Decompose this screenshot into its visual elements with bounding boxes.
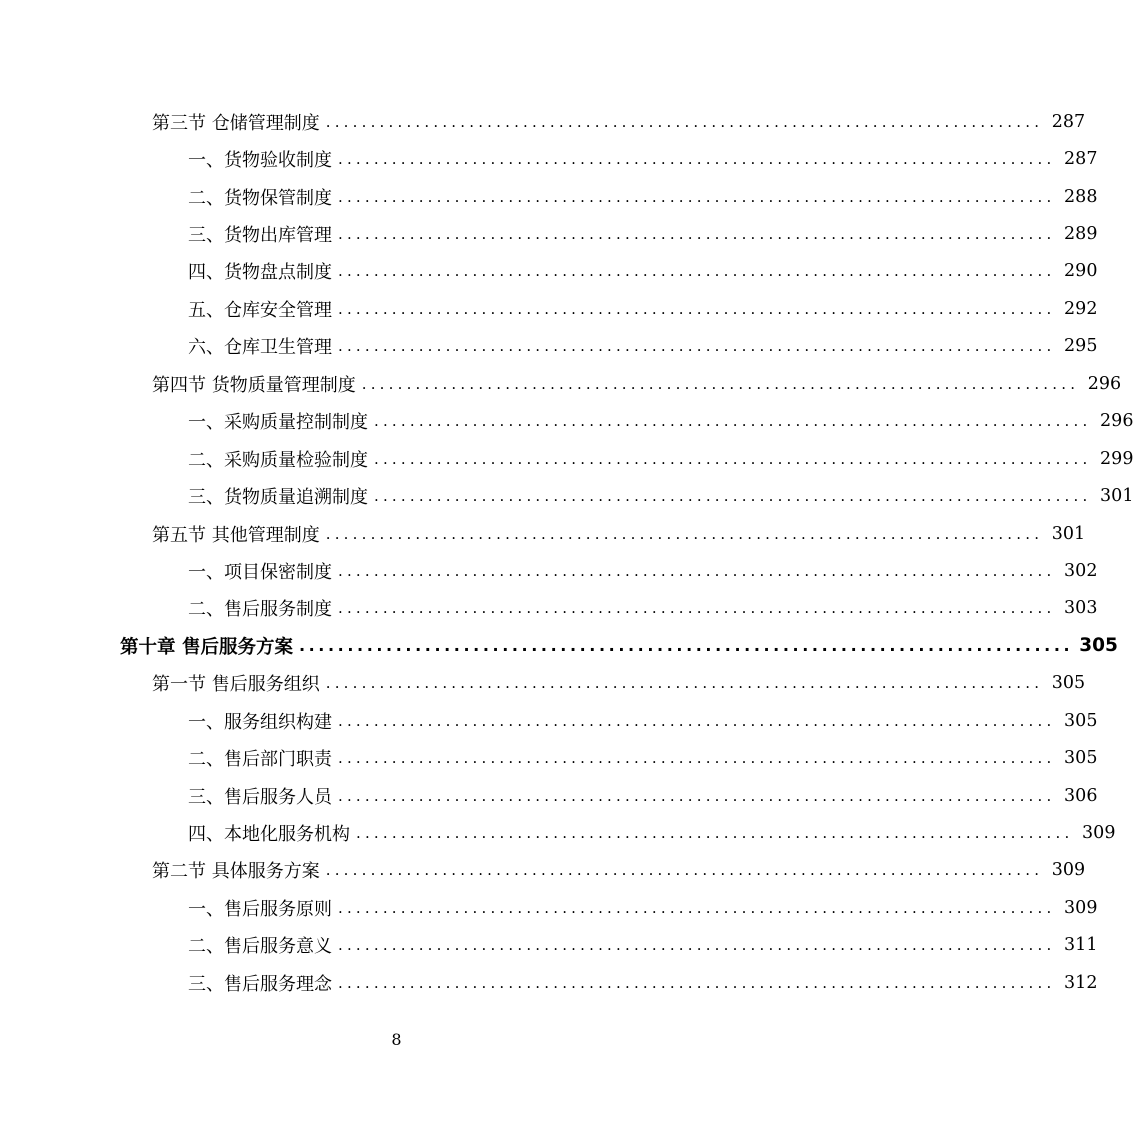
toc-section-row[interactable] <box>0 852 1086 889</box>
toc-page-number: 296 <box>1087 373 1122 394</box>
toc-page-number: 292 <box>1064 298 1098 319</box>
toc-page-number: 290 <box>1064 261 1098 282</box>
toc-dot-leader: ................................................................................ <box>338 898 1056 917</box>
toc-dot-leader: ................................................................................ <box>338 786 1056 805</box>
toc-dot-leader: ................................................................................ <box>338 262 1056 281</box>
toc-entry-title: 二、货物保管制度 <box>188 187 332 209</box>
toc-item-row[interactable] <box>0 889 1098 926</box>
toc-entry-title: 第一节 售后服务组织 <box>152 674 320 696</box>
toc-dot-leader: ................................................................................ <box>338 187 1056 206</box>
toc-page-number: 305 <box>1064 710 1098 731</box>
toc-chapter-row[interactable] <box>0 627 1118 664</box>
toc-entry-title: 三、货物质量追溯制度 <box>188 487 368 509</box>
toc-dot-leader: ................................................................................ <box>325 861 1044 880</box>
toc-item-row[interactable] <box>0 927 1098 964</box>
toc-item-row[interactable] <box>0 590 1098 627</box>
toc-page-number: 301 <box>1051 523 1086 544</box>
toc-entry-title: 一、服务组织构建 <box>188 711 332 733</box>
toc-item-row[interactable] <box>0 964 1098 1001</box>
toc-item-row[interactable] <box>0 403 1133 440</box>
toc-dot-leader: ................................................................................ <box>325 112 1044 131</box>
toc-item-row[interactable] <box>0 140 1098 177</box>
toc-page-number: 312 <box>1064 972 1098 993</box>
toc-dot-leader: ................................................................................ <box>325 524 1044 543</box>
toc-page-number: 289 <box>1064 224 1098 245</box>
toc-page-number: 305 <box>1051 673 1086 694</box>
toc-page-number: 309 <box>1051 860 1086 881</box>
toc-page-number: 309 <box>1064 897 1098 918</box>
toc-dot-leader: ................................................................................ <box>338 561 1056 580</box>
toc-dot-leader: ................................................................................ <box>338 225 1056 244</box>
toc-dot-leader: ................................................................................ <box>356 824 1074 843</box>
toc-page-number: 311 <box>1064 935 1098 956</box>
toc-entry-title: 一、货物验收制度 <box>188 150 332 172</box>
toc-page-number: 287 <box>1064 149 1098 170</box>
toc-entry-title: 第五节 其他管理制度 <box>152 524 320 546</box>
toc-page-number: 287 <box>1051 111 1086 132</box>
toc-entry-title: 第十章 售后服务方案 <box>120 636 293 658</box>
toc-item-row[interactable] <box>0 215 1098 252</box>
toc-item-row[interactable] <box>0 440 1133 477</box>
toc-dot-leader: ................................................................................ <box>338 749 1056 768</box>
toc-dot-leader: ................................................................................ <box>374 449 1092 468</box>
toc-entry-title: 一、售后服务原则 <box>188 898 332 920</box>
toc-page-number: 306 <box>1064 785 1098 806</box>
toc-page-number: 305 <box>1064 748 1098 769</box>
toc-dot-leader: ................................................................................ <box>338 337 1056 356</box>
toc-entry-title: 二、售后部门职责 <box>188 749 332 771</box>
toc-section-row[interactable] <box>0 665 1086 702</box>
toc-page-number: 309 <box>1082 823 1116 844</box>
toc-item-row[interactable] <box>0 814 1116 851</box>
toc-entry-title: 第二节 具体服务方案 <box>152 861 320 883</box>
toc-dot-leader: ................................................................................ <box>338 599 1056 618</box>
toc-item-row[interactable] <box>0 777 1098 814</box>
toc-entry-title: 一、采购质量控制制度 <box>188 412 368 434</box>
toc-item-row[interactable] <box>0 328 1098 365</box>
toc-dot-leader: ................................................................................ <box>361 374 1080 393</box>
toc-entry-title: 二、采购质量检验制度 <box>188 449 368 471</box>
toc-entry-title: 第四节 货物质量管理制度 <box>152 374 356 396</box>
toc-entry-title: 三、售后服务人员 <box>188 786 332 808</box>
table-of-contents <box>0 103 1133 1002</box>
toc-page-number: 296 <box>1100 411 1133 432</box>
toc-section-row[interactable] <box>0 515 1086 552</box>
toc-page-number: 301 <box>1100 486 1133 507</box>
toc-item-row[interactable] <box>0 477 1133 514</box>
toc-page-number: 305 <box>1079 635 1118 657</box>
toc-item-row[interactable] <box>0 178 1098 215</box>
toc-entry-title: 第三节 仓储管理制度 <box>152 112 320 134</box>
toc-dot-leader: ................................................................................ <box>338 973 1056 992</box>
toc-section-row[interactable] <box>0 365 1122 402</box>
toc-dot-leader: ................................................................................ <box>338 936 1056 955</box>
toc-dot-leader: ................................................................................ <box>338 711 1056 730</box>
toc-dot-leader: ................................................................................ <box>298 636 1074 656</box>
toc-item-row[interactable] <box>0 552 1098 589</box>
toc-item-row[interactable] <box>0 702 1098 739</box>
toc-entry-title: 一、项目保密制度 <box>188 561 332 583</box>
toc-entry-title: 四、货物盘点制度 <box>188 262 332 284</box>
toc-item-row[interactable] <box>0 739 1098 776</box>
toc-page-number: 288 <box>1064 186 1098 207</box>
toc-dot-leader: ................................................................................ <box>374 487 1092 506</box>
toc-entry-title: 二、售后服务意义 <box>188 936 332 958</box>
toc-dot-leader: ................................................................................ <box>325 674 1044 693</box>
toc-item-row[interactable] <box>0 290 1098 327</box>
toc-entry-title: 二、售后服务制度 <box>188 599 332 621</box>
page-number: 8 <box>391 1030 402 1049</box>
toc-item-row[interactable] <box>0 253 1098 290</box>
toc-entry-title: 四、本地化服务机构 <box>188 824 350 846</box>
toc-entry-title: 五、仓库安全管理 <box>188 299 332 321</box>
toc-entry-title: 三、货物出库管理 <box>188 225 332 247</box>
toc-page-number: 302 <box>1064 560 1098 581</box>
toc-page-number: 303 <box>1064 598 1098 619</box>
toc-dot-leader: ................................................................................ <box>374 412 1092 431</box>
toc-entry-title: 六、仓库卫生管理 <box>188 337 332 359</box>
toc-section-row[interactable] <box>0 103 1086 140</box>
toc-page-number: 299 <box>1100 448 1133 469</box>
toc-entry-title: 三、售后服务理念 <box>188 973 332 995</box>
toc-dot-leader: ................................................................................ <box>338 299 1056 318</box>
toc-dot-leader: ................................................................................ <box>338 150 1056 169</box>
toc-page-number: 295 <box>1064 336 1098 357</box>
